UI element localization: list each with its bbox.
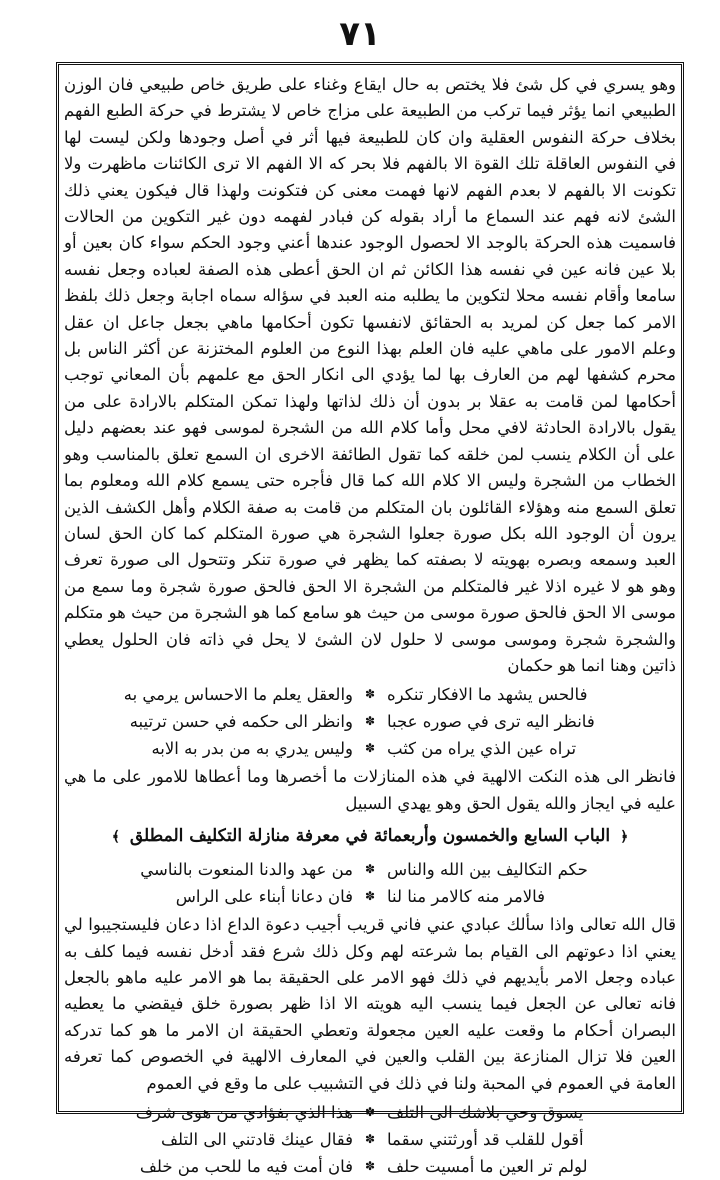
poem-2	[64, 856, 676, 910]
verse-first-hemistich: فالحس يشهد ما الافكار تنكره	[387, 685, 588, 705]
verse-separator-icon: ✽	[364, 1159, 376, 1173]
verse-second-hemistich: هذا الذي بفؤادي من هوى شرف	[135, 1103, 353, 1122]
verse-second-hemistich: فان دعانا أبناء على الراس	[175, 887, 353, 907]
paragraph-1: وهو يسري في كل شئ فلا يختص به حال ايقاع وغناء على طريق خاص طبيعي فان الوزن الطبيعي انما يؤثر فيما تركب من الطبيعة على مزاج خاص لا يشترط في حركة الطبع الفهم بخلاف حركة النفوس العقلية وان كان للطبيعة فيها أثر في أصل وجودها ولكن ليست لها في النفوس العاقلة تلك القوة الا بالفهم فلا بحر كه الا الفهم الا ترى الكائنات ماظهرت ولا تكونت الا بالفهم لا بعدم الفهم لانها فهمت معنى كن فتكونت ولهذا قال فيكون يعني ذلك الشئ لانه فهم عند السماع ما أراد بقوله كن فبادر لفهمه دون غير التكوين من الحالات فاسميت هذه الحركة بالوجد الا لحصول الوجود عندها أعني وجود الحكم سواء كان بعين أو بلا عين فانه عين في نفسه هذا الكائن ثم ان الحق أعطى هذه الصفة لعباده وجعل نفسه سامعا وأقام نفسه محلا لتكوين ما يطلبه منه العبد في سؤاله سماه اجابة وجعل ذلك بلفظ الامر كما جعل كن لمريد به الحقائق لانفسها تكون أحكامها ماهي بجعل جاعل ان عقل وعلم الامور على ماهي عليه فان العلم بهذا النوع من العلوم المختزنة عن أكثر الناس بل محرم كشفها لهم من العارف بها لما يؤدي الى انكار الحق مع علمهم بأن المعاني توجب أحكامها لمن قامت به عقلا بر بدون أن ذلك لذاتها ولهذا تمكن المتكلم بالارادة على من يقول بالارادة الحادثة لافي محل وأما كلام الله من الشجرة لموسى فهو عند بعضهم دليل على أن الكلام ينسب لمن خلقه كما تقول الطائفة الاخرى ان السمع تعلق بالمناسب وهو الخطاب من الشجرة وليس الا كلام الله كما قال فأجره حتى يسمع كلام الله ومعلوم بما تعلق السمع منه وهؤلاء القائلون بان المتكلم من قامت به صفة الكلام وأهل الكشف الذين يرون أن الوجود الله بكل صورة جعلوا الشجرة هي صورة المتكلم كما كان الحق لسان العبد وسمعه وبصره بهويته لا بصفته كما يظهر في صورة تنكر وتتحول الى صورة تعرف وهو هو لا غيره اذلا غير فالمتكلم من الشجرة الا الحق فالحق صورة شجرة وما سمع من موسى الا الحق فالحق صورة موسى من حيث هو سامع كما هو الشجرة من حيث هو متكلم والشجرة شجرة وموسى موسى لا حلول لان الشئ لا يحل في ذاته فان الحلول يعطي ذاتين وهنا انما هو حكمان	[64, 75, 676, 675]
verse	[64, 708, 676, 735]
verse-second-hemistich: فان أمت فيه ما للحب من خلف	[139, 1157, 353, 1176]
verse-second-hemistich: من عهد والدنا المنعوت بالناسي	[140, 860, 353, 880]
verse-separator-icon: ✽	[364, 1132, 376, 1146]
verse-separator-icon: ✽	[364, 889, 376, 904]
verse-first-hemistich: يسوق وحي بلاشك الى التلف	[387, 1103, 584, 1122]
poem-3	[64, 1099, 676, 1180]
page-content	[64, 72, 676, 1176]
poem-1	[64, 681, 676, 762]
verse-second-hemistich: وانظر الى حكمه في حسن ترتيبه	[129, 712, 353, 732]
verse	[64, 681, 676, 708]
verse-first-hemistich: حكم التكاليف بين الله والناس	[387, 860, 588, 880]
verse-separator-icon: ✽	[364, 714, 376, 729]
verse-separator-icon: ✽	[364, 687, 376, 702]
verse-separator-icon: ✽	[364, 741, 376, 756]
verse	[64, 883, 676, 910]
paragraph-3: قال الله تعالى واذا سألك عبادي عني فاني قريب أجيب دعوة الداع اذا دعان فليستجيبوا لي يعني اذا دعوتهم الى القيام بما شرعته لهم وكل ذلك شرع فقد أدخل نفسه فيما كلف به عباده وجعل الامر بأيديهم في ذلك فهو الامر على الحقيقة بما هو الامر عليه ماهو بالجعل فانه تعالى عن الجعل فيما ينسب اليه هويته الا اذا ظهر بصورة خلق فيقضي ما يعطيه البصران أحكام ما وقعت عليه العين مجعولة وتعطي الحقيقة ان الامر ما هو كما تدركه العين فلا تزال المنازعة بين القلب والعين في المعارف الالهية في الخصوص كما تعرفه العامة في العموم في المحبة ولنا في ذلك في التشبيب على ما وقع في العموم	[64, 915, 676, 1093]
page-number: ٧١	[339, 14, 381, 54]
verse-second-hemistich: وليس يدري به من بدر به الابه	[151, 739, 353, 759]
verse-separator-icon: ✽	[364, 862, 376, 877]
verse	[64, 735, 676, 762]
verse	[64, 1126, 676, 1153]
verse-first-hemistich: لولم تر العين ما أمسيت حلف	[387, 1157, 588, 1176]
verse-separator-icon: ✽	[364, 1105, 376, 1119]
ornament-bracket-icon: ﴿	[620, 829, 629, 846]
paragraph-2: فانظر الى هذه النكت الالهية في هذه المنازلات ما أخصرها وما أعطاها للامور على ما هي عليه في ايجاز والله يقول الحق وهو يهدي السبيل	[64, 767, 676, 813]
verse	[64, 856, 676, 883]
verse-first-hemistich: فانظر اليه ترى في صوره عجبا	[387, 712, 595, 732]
verse-first-hemistich: تراه عين الذي يراه من كثب	[387, 739, 577, 759]
chapter-title: الباب السابع والخمسون وأربعمائة في معرفة منازلة التكليف المطلق	[129, 826, 611, 847]
verse-second-hemistich: والعقل يعلم ما الاحساس يرمي به	[123, 685, 353, 705]
verse	[64, 1099, 676, 1126]
verse-first-hemistich: أقول للقلب قد أورثتني سقما	[387, 1130, 584, 1149]
verse-second-hemistich: فقال عينك قادتني الى التلف	[160, 1130, 353, 1149]
chapter-heading	[64, 821, 676, 852]
ornament-bracket-icon: ﴾	[111, 829, 120, 846]
verse	[64, 1153, 676, 1180]
verse-first-hemistich: فالامر منه كالامر منا لنا	[387, 887, 546, 907]
